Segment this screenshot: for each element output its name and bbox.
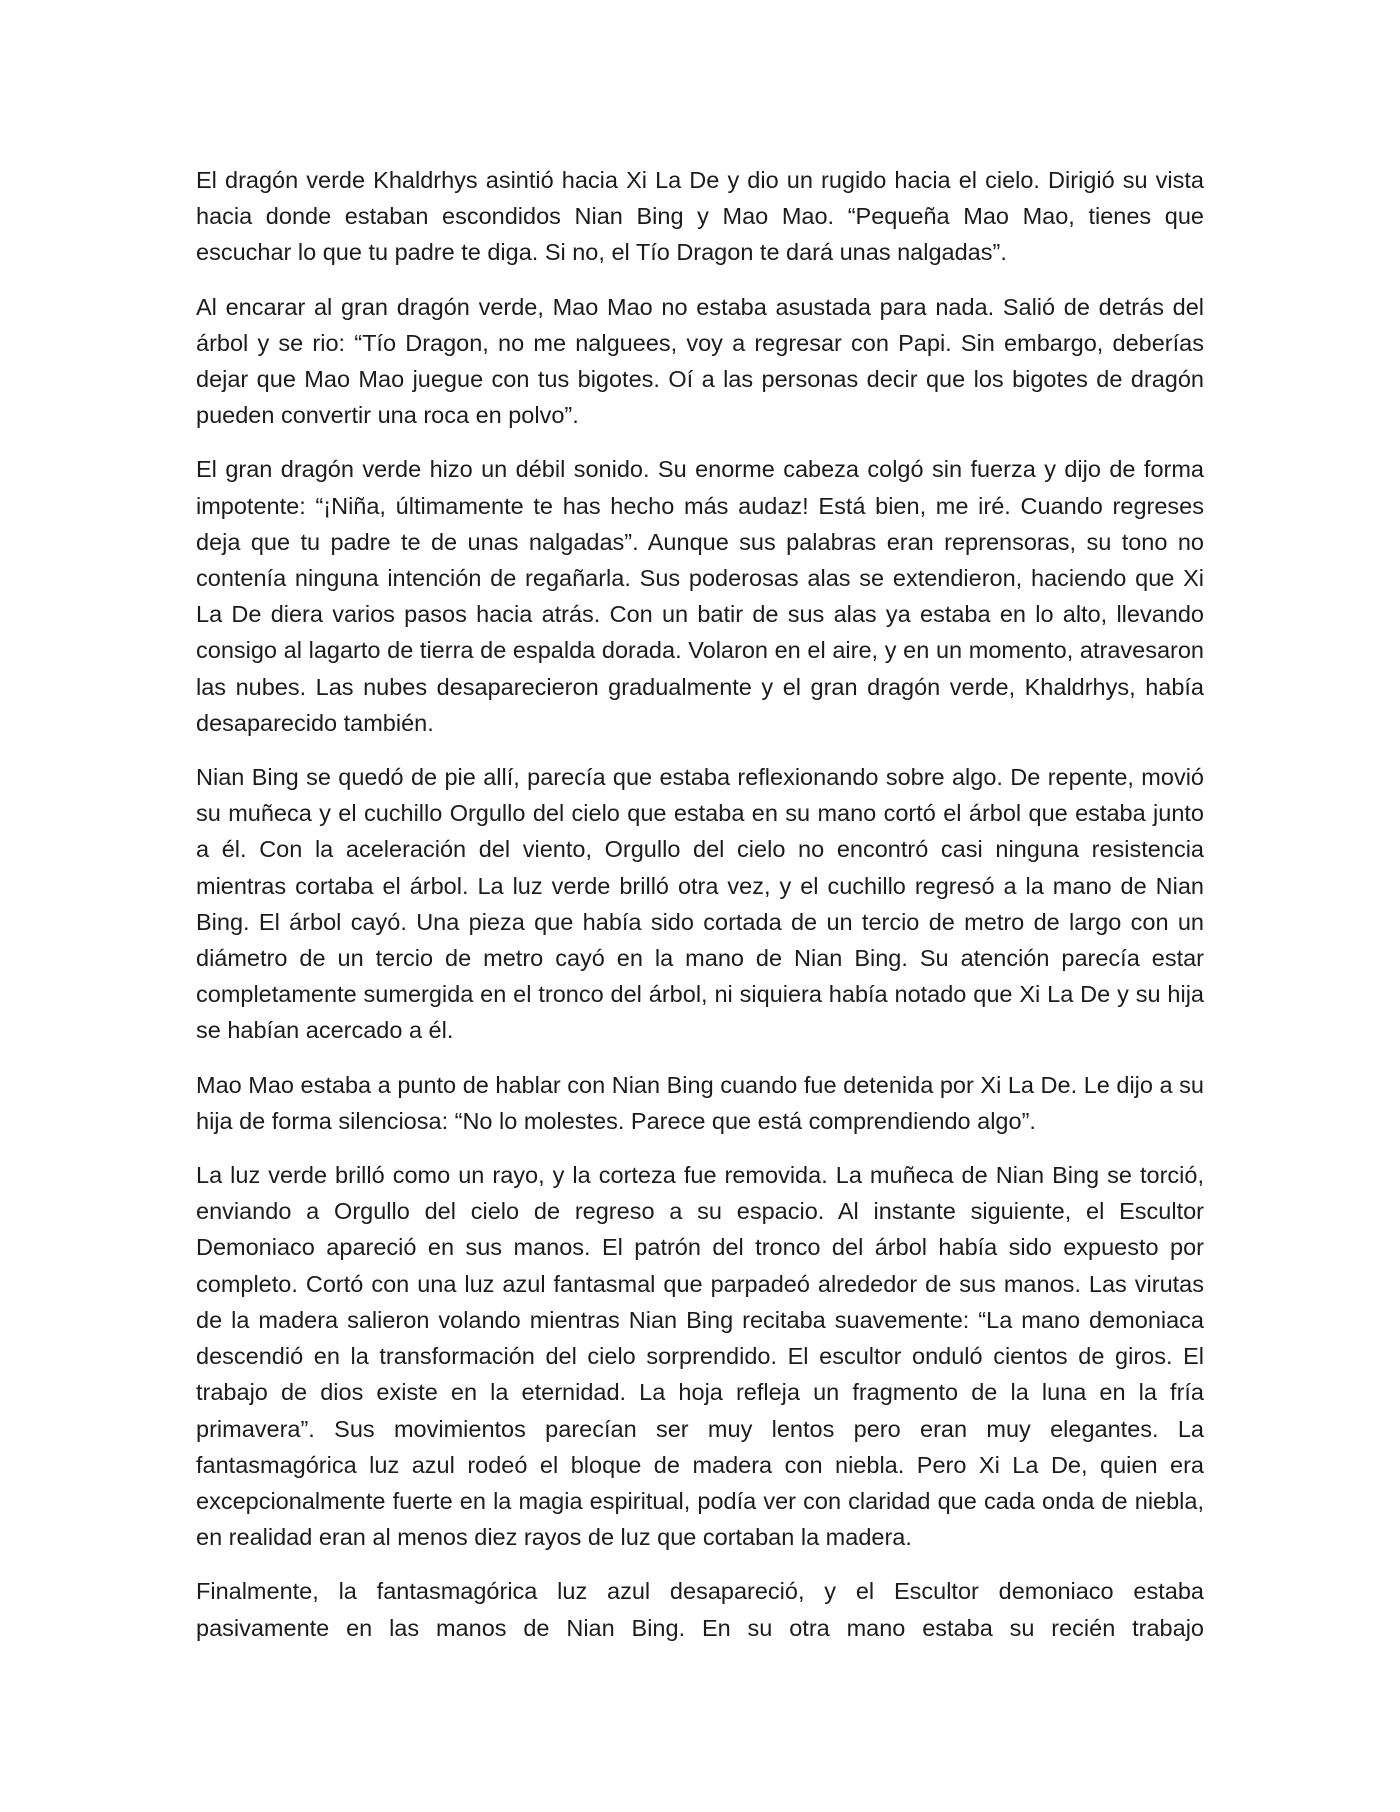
paragraph: Mao Mao estaba a punto de hablar con Nian Bing cuando fue detenida por Xi La De. Le dijo a su hija de forma silenciosa: “No lo molestes. Parece que está comprendiendo algo”. (196, 1071, 1204, 1134)
paragraph: La luz verde brilló como un rayo, y la corteza fue removida. La muñeca de Nian Bing se torció, enviando a Orgullo del cielo de regreso a su espacio. Al instante siguiente, el Escultor Demoniaco apareció en sus manos. El patrón del tronco del árbol había sido expuesto por completo. Cortó con una luz azul fantasmal que parpadeó alrededor de sus manos. Las virutas de la madera salieron volando mientras Nian Bing recitaba suavemente: “La mano demoniaca descendió en la transformación del cielo sorprendido. El escultor onduló cientos de giros. El trabajo de dios existe en la eternidad. La hoja refleja un fragmento de la luna en la fría primavera”. Sus movimientos parecían ser muy lentos pero eran muy elegantes. La fantasmagórica luz azul rodeó el bloque de madera con niebla. Pero Xi La De, quien era excepcionalmente fuerte en la magia espiritual, podía ver con claridad que cada onda de niebla, en realidad eran al menos diez rayos de luz que cortaban la madera. (196, 1162, 1204, 1551)
paragraph-continued: Finalmente, la fantasmagórica luz azul desapareció, y el Escultor demoniaco estaba pasivamente en las manos de Nian Bing. En su otra mano estaba su recién trabajo (196, 1578, 1204, 1641)
document-body (196, 162, 1204, 1664)
paragraph: El gran dragón verde hizo un débil sonido. Su enorme cabeza colgó sin fuerza y dijo de forma impotente: “¡Niña, últimamente te has hecho más audaz! Está bien, me iré. Cuando regreses deja que tu padre te de unas nalgadas”. Aunque sus palabras eran reprensoras, su tono no contenía ninguna intención de regañarla. Sus poderosas alas se extendieron, haciendo que Xi La De diera varios pasos hacia atrás. Con un batir de sus alas ya estaba en lo alto, llevando consigo al lagarto de tierra de espalda dorada. Volaron en el aire, y en un momento, atravesaron las nubes. Las nubes desaparecieron gradualmente y el gran dragón verde, Khaldrhys, había desaparecido también. (196, 456, 1204, 736)
paragraph: Nian Bing se quedó de pie allí, parecía que estaba reflexionando sobre algo. De repente, movió su muñeca y el cuchillo Orgullo del cielo que estaba en su mano cortó el árbol que estaba junto a él. Con la aceleración del viento, Orgullo del cielo no encontró casi ninguna resistencia mientras cortaba el árbol. La luz verde brilló otra vez, y el cuchillo regresó a la mano de Nian Bing. El árbol cayó. Una pieza que había sido cortada de un tercio de metro de largo con un diámetro de un tercio de metro cayó en la mano de Nian Bing. Su atención parecía estar completamente sumergida en el tronco del árbol, ni siquiera había notado que Xi La De y su hija se habían acercado a él. (196, 764, 1204, 1044)
paragraph: El dragón verde Khaldrhys asintió hacia Xi La De y dio un rugido hacia el cielo. Dirigió su vista hacia donde estaban escondidos Nian Bing y Mao Mao. “Pequeña Mao Mao, tienes que escuchar lo que tu padre te diga. Si no, el Tío Dragon te dará unas nalgadas”. (196, 167, 1204, 266)
paragraph: Al encarar al gran dragón verde, Mao Mao no estaba asustada para nada. Salió de detrás del árbol y se rio: “Tío Dragon, no me nalguees, voy a regresar con Papi. Sin embargo, deberías dejar que Mao Mao juegue con tus bigotes. Oí a las personas decir que los bigotes de dragón pueden convertir una roca en polvo”. (196, 293, 1204, 429)
